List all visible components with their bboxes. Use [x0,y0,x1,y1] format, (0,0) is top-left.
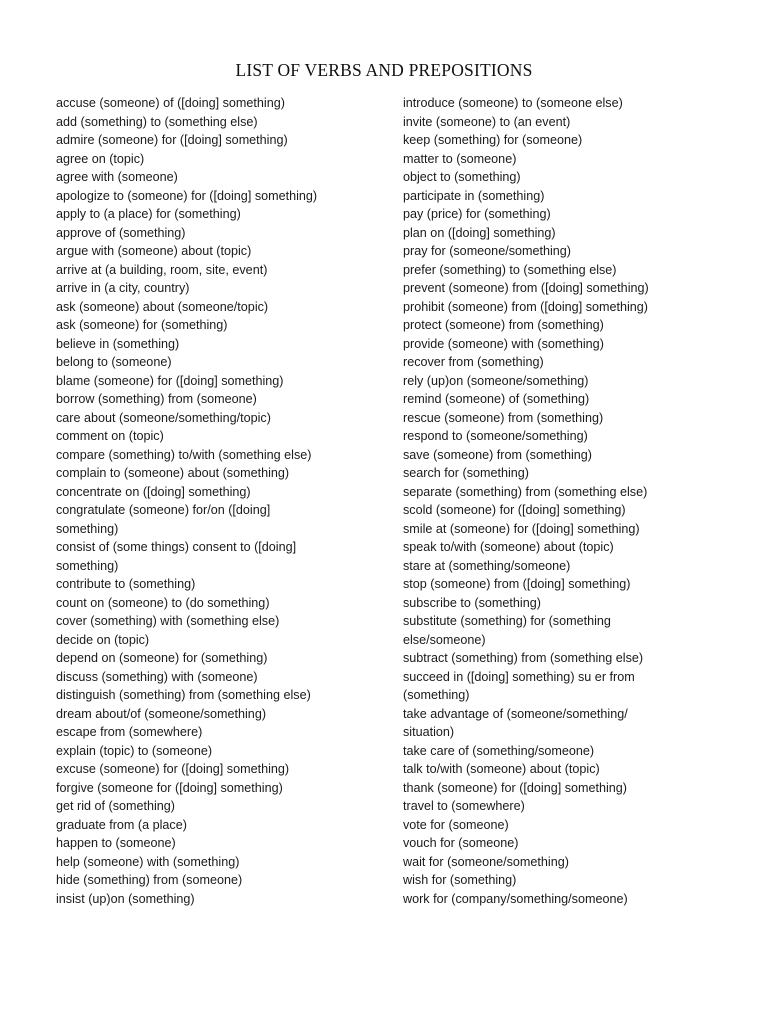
left-column-list [56,94,366,908]
list-item: introduce (someone) to (someone else) [403,96,623,110]
list-item: care about (someone/something/topic) [56,410,271,425]
list-item: blame (someone) for ([doing] something) [56,373,284,388]
list-item: participate in (something) [403,188,545,203]
page-title: LIST OF VERBS AND PREPOSITIONS [235,60,533,80]
list-item: compare (something) to/with (something else) [56,447,312,462]
list-item: escape from (somewhere) [56,725,203,739]
list-item: cover (something) with (something else) [56,614,280,628]
list-item: borrow (something) from (someone) [56,392,257,406]
list-item: subtract (something) from (something else) [403,651,644,665]
list-item: search for (something) [403,466,529,480]
list-item: approve of (something) [56,225,186,240]
list-item: contribute to (something) [56,577,196,591]
list-item: subscribe to (something) [403,595,541,610]
list-item: matter to (someone) [403,151,517,166]
list-item: rescue (someone) from (something) [403,410,604,425]
list-item: prefer (something) to (something else) [403,262,617,277]
list-item: rely (up)on (someone/something) [403,373,589,388]
list-item: thank (someone) for ([doing] something) [403,780,628,795]
list-item: save (someone) from (something) [403,447,592,462]
list-item: depend on (someone) for (something) [56,651,268,665]
list-item: pray for (someone/something) [403,244,571,258]
list-item: admire (someone) for ([doing] something) [56,133,288,147]
right-column-list [403,94,703,908]
list-item: plan on ([doing] something) [403,225,556,240]
list-item: apologize to (someone) for ([doing] something) [56,188,318,203]
list-item: excuse (someone) for ([doing] something) [56,762,290,776]
list-item: explain (topic) to (someone) [56,743,213,758]
list-item: believe in (something) [56,336,180,351]
list-item: keep (something) for (someone) [403,133,583,147]
list-item: consist of (some things) consent to ([doing] something) [56,540,297,573]
list-item: prevent (someone) from ([doing] something) [403,281,649,295]
list-item: belong to (someone) [56,355,172,369]
list-item: forgive (someone for ([doing] something) [56,780,283,795]
list-item: discuss (something) with (someone) [56,669,258,684]
list-item: substitute (something) for (something else/someone) [403,614,611,647]
list-item: dream about/of (someone/something) [56,706,267,721]
list-item: graduate from (a place) [56,817,187,832]
list-item: vouch for (someone) [403,836,519,850]
list-item: speak to/with (someone) about (topic) [403,540,614,554]
list-item: arrive at (a building, room, site, event) [56,262,268,277]
list-item: take advantage of (someone/something/ situation) [403,706,628,739]
list-item: help (someone) with (something) [56,854,240,869]
list-item: arrive in (a city, country) [56,281,190,295]
list-item: scold (someone) for ([doing] something) [403,503,626,517]
list-item: comment on (topic) [56,429,164,443]
list-item: decide on (topic) [56,632,150,647]
list-item: distinguish (something) from (something else) [56,688,311,702]
list-item: invite (someone) to (an event) [403,114,571,129]
list-item: object to (something) [403,170,521,184]
list-item: insist (up)on (something) [56,891,195,906]
list-item: take care of (something/someone) [403,743,595,758]
list-item: argue with (someone) about (topic) [56,244,252,258]
list-item: prohibit (someone) from ([doing] something) [403,299,648,314]
list-item: vote for (someone) [403,817,509,832]
list-item: talk to/with (someone) about (topic) [403,762,600,776]
list-item: apply to (a place) for (something) [56,207,241,221]
list-item: congratulate (someone) for/on ([doing] something) [56,503,271,536]
list-item: add (something) to (something else) [56,114,258,129]
list-item: get rid of (something) [56,799,175,813]
list-item: pay (price) for (something) [403,207,551,221]
list-item: wait for (someone/something) [403,854,569,869]
list-item: succeed in ([doing] something) su er from (something) [403,669,635,702]
list-item: hide (something) from (someone) [56,873,243,887]
list-item: protect (someone) from (something) [403,318,604,332]
list-item: respond to (someone/something) [403,429,588,443]
list-item: agree on (topic) [56,151,145,166]
list-item: remind (someone) of (something) [403,392,590,406]
list-item: concentrate on ([doing] something) [56,484,251,499]
list-item: stop (someone) from ([doing] something) [403,577,631,591]
list-item: ask (someone) for (something) [56,318,228,332]
list-item: happen to (someone) [56,836,176,850]
list-item: wish for (something) [403,873,517,887]
list-item: complain to (someone) about (something) [56,466,290,480]
list-item: travel to (somewhere) [403,799,525,813]
list-item: count on (someone) to (do something) [56,595,270,610]
list-item: stare at (something/someone) [403,558,571,573]
list-item: recover from (something) [403,355,544,369]
list-item: accuse (someone) of ([doing] something) [56,96,285,110]
list-item: ask (someone) about (someone/topic) [56,299,269,314]
list-item: work for (company/something/someone) [403,891,628,906]
list-item: provide (someone) with (something) [403,336,604,351]
list-item: separate (something) from (something else) [403,484,648,499]
list-item: smile at (someone) for ([doing] something) [403,521,640,536]
list-item: agree with (someone) [56,170,178,184]
